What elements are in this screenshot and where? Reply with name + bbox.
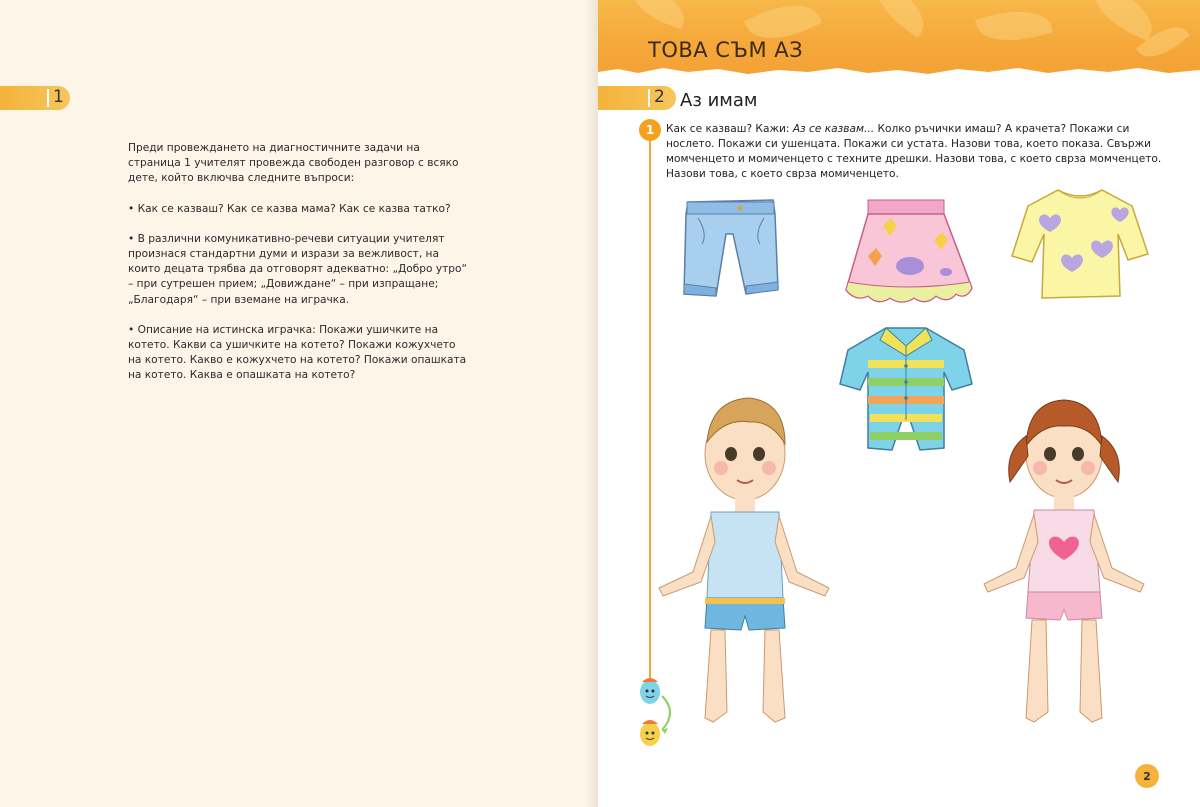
page-title: ТОВА СЪМ АЗ — [648, 38, 804, 62]
tab-divider — [648, 89, 650, 107]
header-banner — [598, 0, 1200, 74]
tab-number: 2 — [654, 87, 665, 107]
denim-shorts-icon[interactable] — [678, 194, 783, 304]
leaf-decoration — [865, 0, 935, 38]
task-instruction — [666, 122, 1166, 182]
notes-bullet-1: • Как се казваш? Как се казва мама? Как се казва татко? — [128, 202, 451, 215]
tab-divider — [47, 89, 49, 107]
notes-intro: Преди провеждането на диагностичните задачи на страница 1 учителят провежда свободен разговор с всяко дете, който включва следните въпроси: — [128, 142, 459, 185]
striped-shirt-icon[interactable] — [836, 320, 976, 456]
leaf-decoration — [975, 1, 1053, 51]
boy-figure-icon[interactable] — [653, 392, 833, 742]
instruction-prefix: Как се казваш? Кажи: — [666, 123, 793, 135]
task-line — [649, 128, 651, 683]
mascot-connect-icon — [634, 672, 680, 752]
page-tab-right — [598, 86, 676, 110]
notes-bullet-2: • В различни комуникативно-речеви ситуации учителят произнася стандартни думи и изрази за вежливост, на които децата трябва да отговорят адекватно: „Добро утро“ – при сутрешен прием; „Довиждане“ – при изпращане; „Благодаря“ – при вземане на играчка. — [128, 232, 467, 306]
page-number: 2 — [1135, 764, 1159, 788]
leaf-decoration — [1084, 0, 1162, 41]
task-number-badge: 1 — [639, 119, 661, 141]
pink-skirt-icon[interactable] — [838, 196, 978, 308]
instruction-rest: Колко ръчички имаш? А крачета? Покажи си нослето. Покажи си ушенцата. Покажи си устата. Назови това, което показа. Свържи момченцето и момиченцето с техните дрешки. Назови това, с което сврза момченцето. Назови това, с което сврза момиченцето. — [666, 123, 1162, 180]
instruction-italic: Аз се казвам... — [792, 123, 875, 135]
right-page — [598, 0, 1200, 807]
page-gutter — [586, 0, 598, 807]
page-tab-left — [0, 86, 70, 110]
section-title: Аз имам — [680, 90, 758, 111]
torn-paper-edge — [598, 66, 1200, 78]
left-page — [0, 0, 598, 807]
girl-figure-icon[interactable] — [976, 392, 1156, 742]
yellow-blouse-icon[interactable] — [1010, 184, 1150, 302]
teacher-notes — [128, 141, 468, 399]
tab-number: 1 — [53, 87, 64, 107]
notes-bullet-3: • Описание на истинска играчка: Покажи ушичките на котето. Какви са ушичките на котето? Покажи кожухчето на котето. Какво е кожухчето на котето? Покажи опашката на котето. Каква е опашката на котето? — [128, 323, 467, 382]
leaf-decoration — [625, 0, 692, 29]
